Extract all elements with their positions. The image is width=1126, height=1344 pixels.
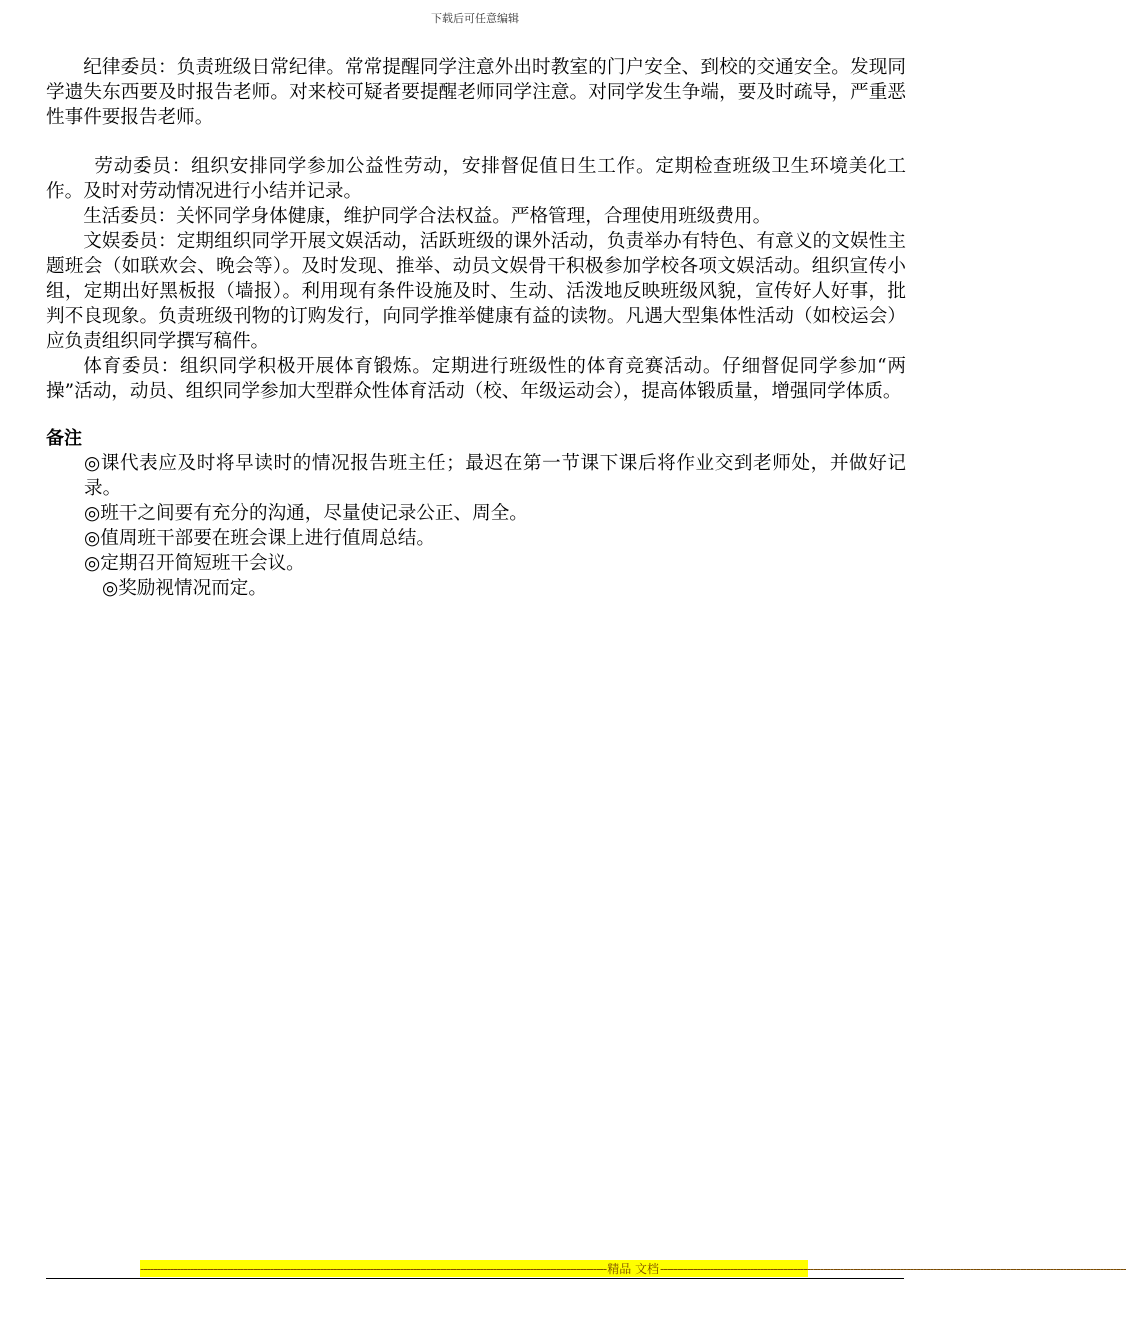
paragraph-gap (46, 130, 906, 154)
footer-dash-left: -------------------------------------------------------------------------------------------------------------------------------------------- (140, 1261, 607, 1276)
note-item: ◎值周班干部要在班会课上进行值周总结。 (84, 528, 435, 549)
footer-divider (46, 1278, 904, 1279)
paragraph-entertainment-committee: 文娱委员：定期组织同学开展文娱活动，活跃班级的课外活动，负责举办有特色、有意义的文娱性主题班会（如联欢会、晚会等）。及时发现、推举、动员文娱骨干积极参加学校各项文娱活动。组织宣传小组，定期出好黑板报（墙报）。利用现有条件设施及时、生动、活泼地反映班级风貌，宣传好人好事，批判不良现象。负责班级刊物的订购发行，向同学推举健康有益的读物。凡遇大型集体性活动（如校运会）应负责组织同学撰写稿件。 (46, 231, 906, 352)
footer-banner (140, 1260, 1126, 1277)
paragraph-discipline-committee: 纪律委员：负责班级日常纪律。常常提醒同学注意外出时教室的门户安全、到校的交通安全。发现同学遗失东西要及时报告老师。对来校可疑者要提醒老师同学注意。对同学发生争端，要及时疏导，严重恶性事件要报告老师。 (46, 57, 906, 128)
paragraph-labor-committee: 劳动委员：组织安排同学参加公益性劳动，安排督促值日生工作。定期检查班级卫生环境美化工作。及时对劳动情况进行小结并记录。 (46, 156, 906, 202)
paragraph-life-committee: 生活委员：关怀同学身体健康，维护同学合法权益。严格管理，合理使用班级费用。 (83, 206, 772, 227)
paragraph-sports-committee: 体育委员：组织同学积极开展体育锻炼。定期进行班级性的体育竞赛活动。仔细督促同学参加“两操”活动，动员、组织同学参加大型群众性体育活动（校、年级运动会），提高体锻质量，增强同学体质。 (46, 356, 906, 402)
document-body (46, 55, 906, 601)
note-item: ◎奖励视情况而定。 (102, 578, 267, 599)
note-item: ◎课代表应及时将早读时的情况报告班主任；最迟在第一节课下课后将作业交到老师处，并做好记录。 (84, 453, 906, 499)
footer-dash-right: -------------------------------------------------------------------------------------------------------------------------------------------- (660, 1261, 1126, 1276)
header-note: 下载后可任意编辑 (431, 12, 519, 25)
note-item: ◎班干之间要有充分的沟通，尽量使记录公正、周全。 (84, 503, 528, 524)
note-item: ◎定期召开简短班干会议。 (84, 553, 305, 574)
notes-title: 备注 (46, 428, 82, 449)
footer-label: 精品 文档 (607, 1262, 660, 1276)
